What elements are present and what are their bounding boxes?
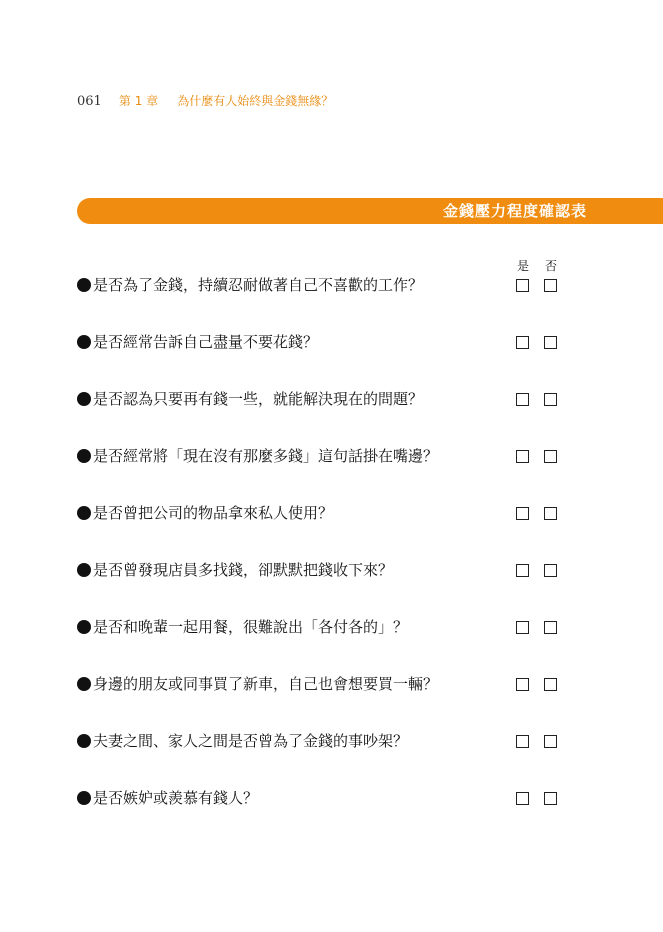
no-checkbox[interactable] — [544, 507, 557, 520]
checklist-title: 金錢壓力程度確認表 — [442, 202, 587, 220]
question-row — [77, 328, 567, 385]
bullet-icon — [77, 734, 91, 748]
question-text: 夫妻之間、家人之間是否曾為了金錢的事吵架？ — [93, 732, 409, 750]
question-text: 是否經常將「現在沒有那麼多錢」這句話掛在嘴邊？ — [93, 447, 439, 465]
no-checkbox[interactable] — [544, 678, 557, 691]
question-row — [77, 784, 567, 841]
question-row — [77, 556, 567, 613]
question-text: 是否和晚輩一起用餐，很難說出「各付各的」？ — [93, 618, 409, 636]
yes-checkbox[interactable] — [516, 279, 529, 292]
yes-checkbox[interactable] — [516, 450, 529, 463]
no-checkbox[interactable] — [544, 279, 557, 292]
yes-checkbox[interactable] — [516, 621, 529, 634]
question-row — [77, 271, 567, 328]
bullet-icon — [77, 392, 91, 406]
chapter-label: 第 1 章 — [118, 94, 159, 108]
chapter-title: 為什麼有人始終與金錢無緣？ — [177, 94, 334, 108]
no-checkbox[interactable] — [544, 450, 557, 463]
no-checkbox[interactable] — [544, 621, 557, 634]
question-text: 是否經常告訴自己盡量不要花錢？ — [93, 333, 319, 351]
question-row — [77, 613, 567, 670]
bullet-icon — [77, 677, 91, 691]
yes-checkbox[interactable] — [516, 336, 529, 349]
bullet-icon — [77, 449, 91, 463]
question-text: 是否嫉妒或羨慕有錢人？ — [93, 789, 259, 807]
question-row — [77, 442, 567, 499]
bullet-icon — [77, 791, 91, 805]
no-checkbox[interactable] — [544, 792, 557, 805]
yes-checkbox[interactable] — [516, 507, 529, 520]
yes-column-header: 是 — [516, 259, 529, 273]
no-checkbox[interactable] — [544, 564, 557, 577]
bullet-icon — [77, 278, 91, 292]
question-list — [77, 271, 567, 841]
yes-checkbox[interactable] — [516, 735, 529, 748]
no-column-header: 否 — [544, 259, 557, 273]
yes-checkbox[interactable] — [516, 393, 529, 406]
question-row — [77, 727, 567, 784]
question-text: 是否為了金錢，持續忍耐做著自己不喜歡的工作？ — [93, 276, 424, 294]
yes-checkbox[interactable] — [516, 792, 529, 805]
no-checkbox[interactable] — [544, 735, 557, 748]
bullet-icon — [77, 506, 91, 520]
bullet-icon — [77, 620, 91, 634]
yes-checkbox[interactable] — [516, 678, 529, 691]
question-text: 是否曾發現店員多找錢，卻默默把錢收下來？ — [93, 561, 394, 579]
yes-checkbox[interactable] — [516, 564, 529, 577]
question-text: 是否曾把公司的物品拿來私人使用？ — [93, 504, 334, 522]
question-row — [77, 385, 567, 442]
page-number: 061 — [77, 94, 102, 109]
no-checkbox[interactable] — [544, 393, 557, 406]
no-checkbox[interactable] — [544, 336, 557, 349]
bullet-icon — [77, 563, 91, 577]
question-row — [77, 670, 567, 727]
checklist-title-bar — [77, 198, 663, 224]
running-header — [77, 90, 333, 110]
question-text: 身邊的朋友或同事買了新車，自己也會想要買一輛？ — [93, 675, 439, 693]
question-text: 是否認為只要再有錢一些，就能解決現在的問題？ — [93, 390, 424, 408]
bullet-icon — [77, 335, 91, 349]
question-row — [77, 499, 567, 556]
